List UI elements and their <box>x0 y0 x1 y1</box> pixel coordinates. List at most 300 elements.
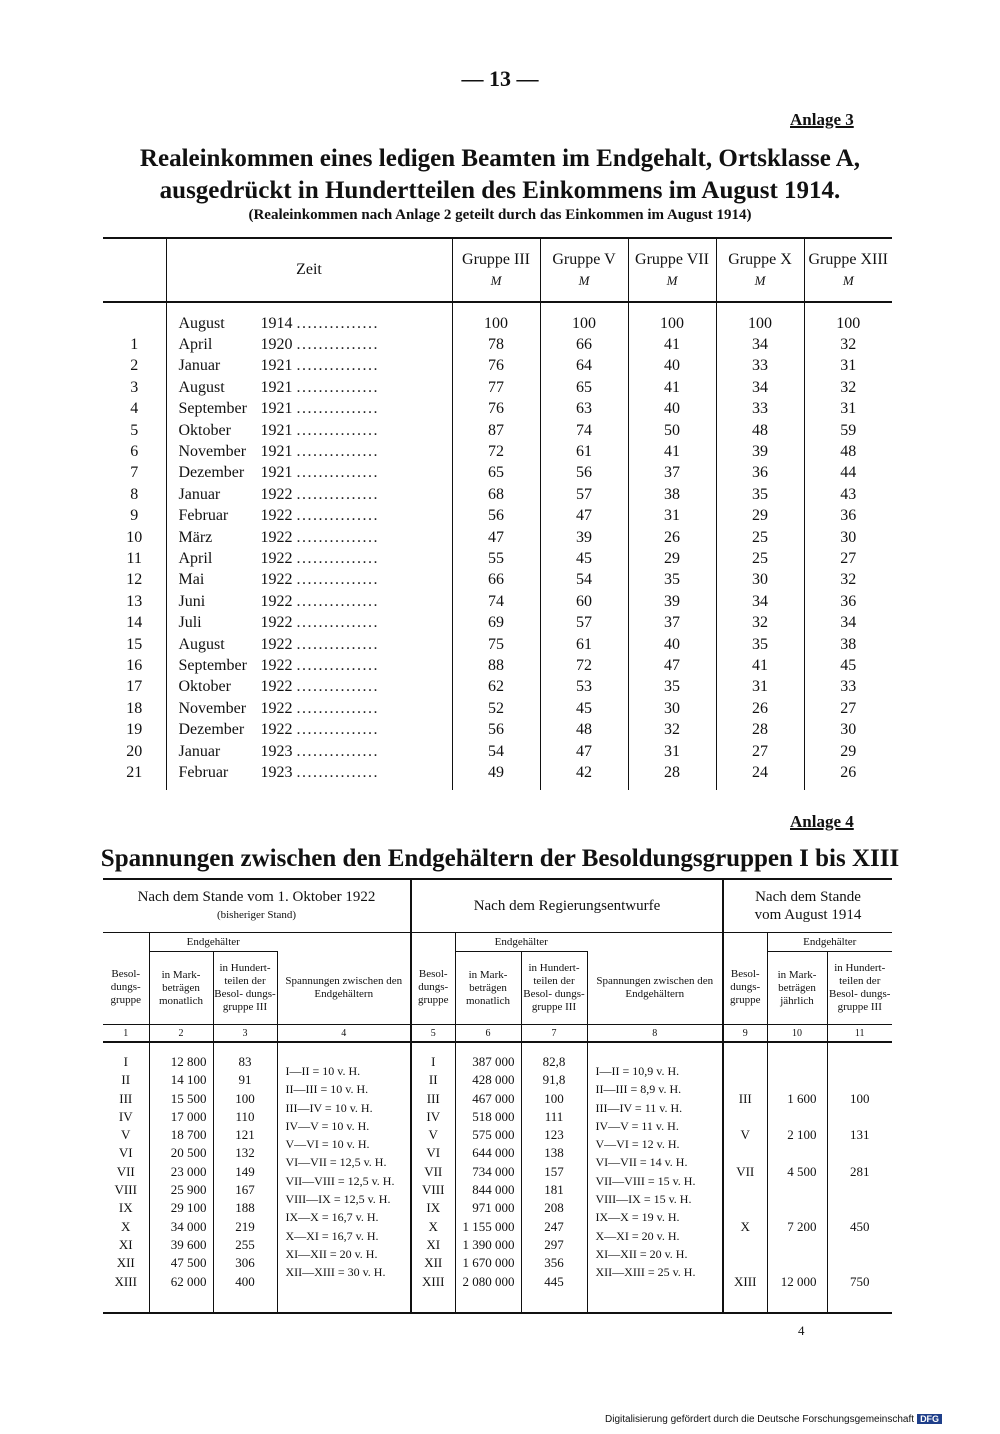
column-c9 <box>723 1042 767 1313</box>
cell <box>724 1071 767 1089</box>
table-row <box>103 527 892 548</box>
cell: 100 <box>544 1090 564 1106</box>
cell: 131 <box>850 1127 870 1143</box>
row-zeit <box>166 356 452 377</box>
cell: VI—VII = 14 v. H. <box>595 1155 688 1170</box>
column-number: 9 <box>723 1025 767 1043</box>
column-c11 <box>827 1042 892 1313</box>
header-zeit: Zeit <box>166 238 452 302</box>
cell: 34 000 <box>170 1218 207 1234</box>
row-value: 57 <box>540 612 628 633</box>
header-gruppe-vii: Gruppe VII M <box>628 238 716 302</box>
cell: VIII—IX = 15 v. H. <box>595 1192 692 1207</box>
table-row <box>103 399 892 420</box>
row-dots: ............... <box>296 400 379 418</box>
row-month: Dezember <box>178 721 245 739</box>
table-row <box>103 548 892 569</box>
cell: IX <box>118 1200 133 1216</box>
row-dots: ............... <box>296 592 379 610</box>
table-row <box>103 506 892 527</box>
row-number: 10 <box>126 528 143 546</box>
cell: XI <box>426 1236 441 1252</box>
column-c3 <box>213 1042 277 1313</box>
row-number: 1 <box>130 336 139 354</box>
cell: II <box>121 1072 131 1088</box>
row-value: 41 <box>628 377 716 398</box>
row-value: 54 <box>452 741 540 762</box>
cell: VII <box>424 1163 443 1179</box>
row-value: 88 <box>452 655 540 676</box>
table-row <box>103 570 892 591</box>
column-number: 2 <box>149 1025 213 1043</box>
column-number: 3 <box>213 1025 277 1043</box>
cell: 281 <box>850 1163 870 1179</box>
row-zeit <box>166 484 452 505</box>
row-dots: ............... <box>296 549 379 567</box>
cell: VII—VIII = 15 v. H. <box>595 1173 696 1188</box>
row-month: August <box>178 378 225 396</box>
cell <box>768 1144 817 1162</box>
row-value: 48 <box>716 420 804 441</box>
row-dots: ............... <box>296 357 379 375</box>
cell: IV—V = 10 v. H. <box>285 1118 370 1133</box>
header-gruppe-v: Gruppe V M <box>540 238 628 302</box>
row-zeit <box>166 634 452 655</box>
table-row <box>103 334 892 355</box>
cell: 110 <box>235 1108 255 1124</box>
cell: VII <box>736 1163 755 1179</box>
cell: V <box>121 1127 131 1143</box>
row-value: 32 <box>804 334 892 355</box>
table-row <box>103 741 892 762</box>
cell: 467 000 <box>472 1090 515 1106</box>
column-c4 <box>277 1042 411 1313</box>
column-number: 10 <box>767 1025 827 1043</box>
row-value: 72 <box>452 441 540 462</box>
col-mark-monat-2: in Mark- beträgen monatlich <box>455 952 521 1025</box>
row-year: 1923 <box>260 742 293 760</box>
cell: 297 <box>544 1236 564 1252</box>
row-dots: ............... <box>296 314 379 332</box>
row-value: 45 <box>540 698 628 719</box>
row-value: 63 <box>540 399 628 420</box>
cell <box>828 1071 893 1089</box>
row-value: 66 <box>540 334 628 355</box>
cell <box>828 1108 893 1126</box>
anlage3-title-line2: ausgedrückt in Hundertteilen des Einkommens im August 1914. <box>159 177 841 204</box>
cell: X—XI = 16,7 v. H. <box>285 1228 379 1243</box>
row-number: 12 <box>126 571 143 589</box>
row-zeit <box>166 548 452 569</box>
col-hundert-3: in Hundert- teilen der Besol- dungs- gruppe III <box>827 952 892 1025</box>
cell: III <box>426 1090 440 1106</box>
col-besold-1: Besol- dungs- gruppe <box>103 952 149 1025</box>
row-value: 56 <box>540 463 628 484</box>
row-dots: ............... <box>296 699 379 717</box>
row-value: 49 <box>452 762 540 789</box>
row-value: 62 <box>452 677 540 698</box>
endgehaelter-3: Endgehälter <box>767 933 892 952</box>
cell: V—VI = 12 v. H. <box>595 1137 680 1152</box>
row-zeit <box>166 527 452 548</box>
table-row <box>103 420 892 441</box>
row-value: 34 <box>716 377 804 398</box>
cell: IV—V = 11 v. H. <box>595 1118 679 1133</box>
row-zeit <box>166 506 452 527</box>
row-value: 31 <box>804 399 892 420</box>
row-number: 15 <box>126 635 143 653</box>
row-dots: ............... <box>296 528 379 546</box>
cell: 25 900 <box>170 1182 207 1198</box>
column-number: 6 <box>455 1025 521 1043</box>
row-value: 30 <box>804 719 892 740</box>
cell: XII <box>116 1255 135 1271</box>
row-value: 35 <box>716 634 804 655</box>
cell: I <box>431 1054 436 1069</box>
cell <box>724 1053 767 1071</box>
row-value: 27 <box>804 698 892 719</box>
column-c7 <box>521 1042 587 1313</box>
row-zeit <box>166 698 452 719</box>
cell: V <box>740 1127 750 1143</box>
cell: 91 <box>238 1072 252 1088</box>
cell: I <box>123 1054 128 1069</box>
cell: 100 <box>850 1090 870 1106</box>
cell: 121 <box>235 1127 255 1143</box>
row-value: 68 <box>452 484 540 505</box>
row-dots: ............... <box>296 485 379 503</box>
row-year: 1922 <box>260 678 293 696</box>
salary-spread-body <box>103 1042 892 1313</box>
row-value: 76 <box>452 356 540 377</box>
row-year: 1921 <box>260 357 293 375</box>
row-value: 47 <box>540 506 628 527</box>
cell: XII—XIII = 25 v. H. <box>595 1265 696 1280</box>
row-value: 44 <box>804 463 892 484</box>
row-dots: ............... <box>296 635 379 653</box>
row-year: 1922 <box>260 699 293 717</box>
row-value: 37 <box>628 612 716 633</box>
real-income-table <box>103 237 892 790</box>
row-value: 27 <box>804 548 892 569</box>
table-row <box>103 441 892 462</box>
row-zeit <box>166 741 452 762</box>
cell: XIII <box>422 1273 445 1289</box>
row-value: 40 <box>628 634 716 655</box>
row-value: 35 <box>716 484 804 505</box>
row-dots: ............... <box>296 614 379 632</box>
row-month: April <box>178 336 213 354</box>
cell: 20 500 <box>170 1145 207 1161</box>
cell <box>768 1199 817 1217</box>
row-dots: ............... <box>296 378 379 396</box>
column-number: 4 <box>277 1025 411 1043</box>
cell: 91,8 <box>542 1072 566 1088</box>
row-value: 27 <box>716 741 804 762</box>
table-row <box>103 677 892 698</box>
dfg-logo: DFG <box>917 1414 942 1424</box>
cell: 18 700 <box>170 1127 207 1143</box>
cell: 149 <box>235 1163 255 1179</box>
row-dots: ............... <box>296 721 379 739</box>
row-value: 74 <box>452 591 540 612</box>
row-month: April <box>178 549 213 567</box>
cell: XI—XII = 20 v. H. <box>285 1246 378 1261</box>
row-number: 8 <box>130 485 139 503</box>
row-value: 61 <box>540 634 628 655</box>
cell: 188 <box>235 1200 255 1216</box>
col-hundert-2: in Hundert- teilen der Besol- dungs- gruppe III <box>521 952 587 1025</box>
cell: 428 000 <box>472 1072 515 1088</box>
row-value: 41 <box>628 334 716 355</box>
row-dots: ............... <box>296 763 379 781</box>
cell: 356 <box>544 1255 564 1271</box>
cell: XI—XII = 20 v. H. <box>595 1246 688 1261</box>
row-value: 45 <box>540 548 628 569</box>
row-value: 43 <box>804 484 892 505</box>
column-number: 11 <box>827 1025 892 1043</box>
row-value: 39 <box>716 441 804 462</box>
cell: 844 000 <box>472 1182 515 1198</box>
table-row <box>103 634 892 655</box>
table-row <box>103 463 892 484</box>
row-value: 32 <box>804 570 892 591</box>
row-number: 6 <box>130 443 139 461</box>
row-month: Februar <box>178 763 229 781</box>
cell: V—VI = 10 v. H. <box>285 1137 370 1152</box>
header-gruppe-iii: Gruppe III M <box>452 238 540 302</box>
row-month: Juni <box>178 592 206 610</box>
row-month: Oktober <box>178 678 231 696</box>
row-month: März <box>178 528 213 546</box>
row-value: 100 <box>540 302 628 334</box>
row-value: 56 <box>452 506 540 527</box>
row-value: 39 <box>540 527 628 548</box>
cell <box>724 1108 767 1126</box>
row-month: Mai <box>178 571 205 589</box>
row-zeit <box>166 762 452 789</box>
row-value: 26 <box>628 527 716 548</box>
row-dots: ............... <box>296 336 379 354</box>
row-zeit <box>166 719 452 740</box>
cell: 450 <box>850 1218 870 1234</box>
row-year: 1922 <box>260 721 293 739</box>
cell: 12 000 <box>780 1273 817 1289</box>
row-year: 1922 <box>260 635 293 653</box>
cell <box>724 1199 767 1217</box>
cell <box>828 1144 893 1162</box>
cell: III <box>119 1090 133 1106</box>
row-value: 29 <box>716 506 804 527</box>
row-value: 34 <box>716 591 804 612</box>
row-month: Oktober <box>178 421 231 439</box>
row-zeit <box>166 570 452 591</box>
row-value: 36 <box>716 463 804 484</box>
table-row <box>103 377 892 398</box>
row-zeit <box>166 677 452 698</box>
row-number: 20 <box>126 742 143 760</box>
cell: 82,8 <box>542 1054 566 1069</box>
column-c5 <box>411 1042 455 1313</box>
row-year: 1914 <box>260 314 293 332</box>
page-number: — 13 — <box>461 66 539 91</box>
cell: IV <box>426 1108 441 1124</box>
row-value: 37 <box>628 463 716 484</box>
column-number: 8 <box>587 1025 723 1043</box>
column-c2 <box>149 1042 213 1313</box>
row-zeit <box>166 302 452 334</box>
table-row <box>103 302 892 334</box>
cell: IX <box>426 1200 441 1216</box>
table-row <box>103 591 892 612</box>
table-row <box>103 484 892 505</box>
row-number: 4 <box>130 400 139 418</box>
row-value: 32 <box>628 719 716 740</box>
row-value: 100 <box>452 302 540 334</box>
cell: 445 <box>544 1273 564 1289</box>
header-gruppe-x: Gruppe X M <box>716 238 804 302</box>
row-dots: ............... <box>296 443 379 461</box>
column-number: 5 <box>411 1025 455 1043</box>
row-zeit <box>166 612 452 633</box>
row-value: 29 <box>804 741 892 762</box>
row-month: Februar <box>178 507 229 525</box>
endgehaelter-2: Endgehälter <box>455 933 587 952</box>
anlage3-subtitle: (Realeinkommen nach Anlage 2 geteilt durch das Einkommen im August 1914) <box>248 207 752 223</box>
cell: IX—X = 16,7 v. H. <box>285 1210 379 1225</box>
cell: 518 000 <box>472 1108 515 1124</box>
row-value: 36 <box>804 591 892 612</box>
row-value: 75 <box>452 634 540 655</box>
row-value: 57 <box>540 484 628 505</box>
cell <box>828 1199 893 1217</box>
cell: 644 000 <box>472 1145 515 1161</box>
anlage4-label: Anlage 4 <box>790 812 854 831</box>
cell: 29 100 <box>170 1200 207 1216</box>
row-value: 32 <box>716 612 804 633</box>
row-value: 45 <box>804 655 892 676</box>
row-month: Januar <box>178 357 221 375</box>
row-year: 1920 <box>260 336 293 354</box>
cell: VII—VIII = 12,5 v. H. <box>285 1173 395 1188</box>
row-value: 69 <box>452 612 540 633</box>
row-month: September <box>178 656 247 674</box>
row-zeit <box>166 591 452 612</box>
cell: 83 <box>238 1054 252 1069</box>
cell: II—III = 8,9 v. H. <box>595 1082 682 1097</box>
cell: 306 <box>235 1255 255 1271</box>
row-month: Juli <box>178 614 202 632</box>
row-value: 28 <box>716 719 804 740</box>
cell: VI <box>118 1145 133 1161</box>
row-value: 34 <box>716 334 804 355</box>
row-value: 40 <box>628 356 716 377</box>
row-value: 29 <box>628 548 716 569</box>
row-value: 36 <box>804 506 892 527</box>
row-number: 18 <box>126 699 143 717</box>
row-value: 47 <box>628 655 716 676</box>
row-value: 31 <box>628 741 716 762</box>
cell: 157 <box>544 1163 564 1179</box>
row-number: 17 <box>126 678 143 696</box>
row-year: 1921 <box>260 378 293 396</box>
cell <box>768 1254 817 1272</box>
row-dots: ............... <box>296 656 379 674</box>
cell: 138 <box>544 1145 564 1161</box>
row-dots: ............... <box>296 421 379 439</box>
footer <box>605 1414 942 1425</box>
row-year: 1922 <box>260 614 293 632</box>
cell: VIII <box>114 1182 137 1198</box>
cell: 2 080 000 <box>462 1273 515 1289</box>
row-value: 32 <box>804 377 892 398</box>
cell: 575 000 <box>472 1127 515 1143</box>
cell: IX—X = 19 v. H. <box>595 1210 680 1225</box>
row-value: 100 <box>716 302 804 334</box>
row-value: 53 <box>540 677 628 698</box>
row-value: 31 <box>804 356 892 377</box>
cell: X—XI = 20 v. H. <box>595 1228 680 1243</box>
row-month: August <box>178 635 225 653</box>
row-value: 26 <box>716 698 804 719</box>
row-value: 74 <box>540 420 628 441</box>
row-dots: ............... <box>296 507 379 525</box>
row-value: 61 <box>540 441 628 462</box>
cell: 181 <box>544 1182 564 1198</box>
endgehaelter-1: Endgehälter <box>149 933 277 952</box>
row-value: 24 <box>716 762 804 789</box>
cell: IV <box>118 1108 133 1124</box>
row-value: 77 <box>452 377 540 398</box>
row-value: 35 <box>628 677 716 698</box>
section-1922: Nach dem Stande vom 1. Oktober 1922 (bisheriger Stand) <box>103 879 411 933</box>
row-zeit <box>166 377 452 398</box>
row-value: 34 <box>804 612 892 633</box>
row-month: Januar <box>178 485 221 503</box>
cell <box>768 1053 817 1071</box>
cell <box>828 1053 893 1071</box>
row-value: 39 <box>628 591 716 612</box>
row-value: 60 <box>540 591 628 612</box>
col-spannung-2: Spannungen zwischen den Endgehältern <box>587 952 723 1025</box>
row-number: 19 <box>126 721 143 739</box>
row-value: 38 <box>628 484 716 505</box>
cell: I—II = 10,9 v. H. <box>595 1064 680 1078</box>
cell <box>828 1181 893 1199</box>
cell: XII—XIII = 30 v. H. <box>285 1265 386 1280</box>
table-row <box>103 356 892 377</box>
cell: 167 <box>235 1182 255 1198</box>
row-zeit <box>166 334 452 355</box>
row-number: 9 <box>130 507 139 525</box>
row-value: 55 <box>452 548 540 569</box>
cell: I—II = 10 v. H. <box>285 1064 361 1078</box>
col-besold-2: Besol- dungs- gruppe <box>411 952 455 1025</box>
row-value: 25 <box>716 527 804 548</box>
row-value: 31 <box>716 677 804 698</box>
cell: 247 <box>544 1218 564 1234</box>
cell: III—IV = 11 v. H. <box>595 1100 683 1115</box>
cell: 100 <box>235 1090 255 1106</box>
cell: III—IV = 10 v. H. <box>285 1100 373 1115</box>
column-c10 <box>767 1042 827 1313</box>
footer-text: Digitalisierung gefördert durch die Deutsche Forschungsgemeinschaft <box>605 1414 915 1425</box>
column-number: 7 <box>521 1025 587 1043</box>
anlage3-title-line1: Realeinkommen eines ledigen Beamten im Endgehalt, Ortsklasse A, <box>139 145 861 172</box>
row-year: 1921 <box>260 464 293 482</box>
row-month: November <box>178 699 247 717</box>
row-year: 1922 <box>260 507 293 525</box>
